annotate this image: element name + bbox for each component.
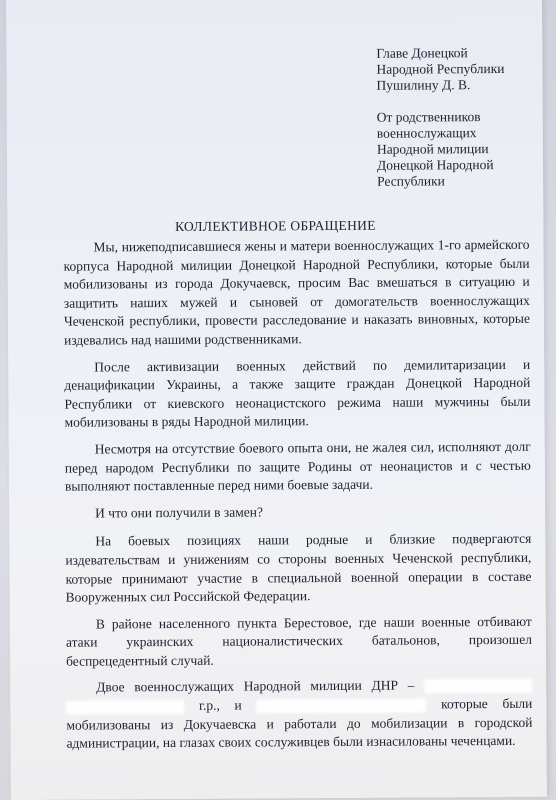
addressee-line: Главе Донецкой	[376, 45, 468, 61]
addressee-line: Народной Республики	[376, 60, 505, 77]
last-paragraph-part1: Двое военнослужащих Народной милиции ДНР –	[96, 677, 415, 695]
last-paragraph-part2: г.р., и	[198, 697, 242, 713]
body-paragraph: После активизации военных действий по демилитаризации и денацификации Украины, а также защите граждан Донецкой Народной Республики от киевского неонацистского режима наши мужчины были мобилизованы в ряды Народной милиции.	[64, 356, 531, 430]
redacted-name	[66, 700, 184, 715]
last-paragraph-part3: которые были мобилизованы из Докучаевска и работали до мобилизации в городской администрации, на глазах своих сослуживцев были изнасилованы чеченцами.	[66, 695, 533, 751]
sender-block	[377, 109, 494, 190]
letter-body	[63, 236, 532, 762]
letter-page	[6, 0, 547, 800]
sender-line: Донецкой Народной	[376, 157, 494, 173]
body-paragraph: На боевых позициях наши родные и близкие подвергаются издевательствам и унижениям со стороны военных Чеченской республики, которые принимают участие в специальной военной операции в составе Вооруженных сил Российской Федерации.	[65, 531, 532, 605]
document-title: КОЛЛЕКТИВНОЕ ОБРАЩЕНИЕ	[174, 217, 376, 234]
sender-line: От родственников	[376, 109, 481, 125]
body-paragraph-last	[66, 676, 532, 753]
addressee-block	[376, 45, 504, 94]
redacted-name	[424, 679, 532, 694]
sender-line: военнослужащих	[376, 125, 477, 141]
addressee-line: Пушилину Д. В.	[376, 77, 471, 93]
body-paragraph: И что они получили в замен?	[95, 504, 263, 521]
redacted-name	[256, 698, 426, 713]
sender-line: Республики	[377, 173, 445, 189]
body-paragraph: Мы, нижеподписавшиеся жены и матери военнослужащих 1-го армейского корпуса Народной милиции Донецкой Народной Республики, которые были мобилизованы из города Докучаевск, просим Вас вмешаться в ситуацию и защитить наших мужей и сыновей от домогательств военнослужащих Чеченской республики, провести расследование и наказать виновных, которые издевались над нашими родственниками.	[63, 236, 531, 348]
body-paragraph: Несмотря на отсутствие боевого опыта они, не жалея сил, исполняют долг перед народом Республики по защите Родины от неонацистов и с честью выполняют поставленные перед ними боевые задачи.	[64, 438, 531, 494]
sender-line: Народной милиции	[376, 141, 489, 157]
body-paragraph: В районе населенного пункта Берестовое, где наши военные отбивают атаки украинских националистических батальонов, произошел беспрецедентный случай.	[65, 613, 532, 669]
